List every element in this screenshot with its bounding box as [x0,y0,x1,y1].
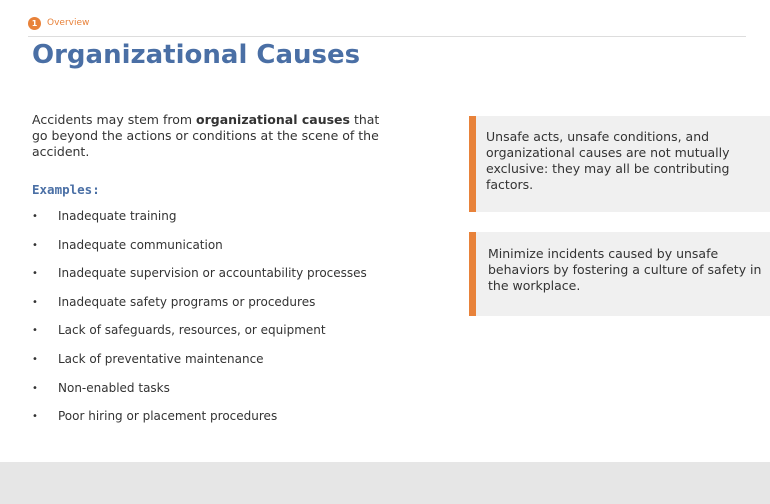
bullet-icon: • [32,325,38,337]
breadcrumb-label[interactable]: Overview [47,18,90,28]
intro-text-before: Accidents may stem from [32,112,197,127]
bullet-icon: • [32,268,38,280]
list-item [32,265,367,294]
intro-paragraph [32,112,382,160]
bullet-icon: • [32,296,38,308]
list-item [32,208,367,237]
list-item [32,294,367,323]
bullet-icon: • [32,411,38,423]
list-item [32,322,367,351]
bullet-icon: • [32,353,38,365]
breadcrumb [28,14,89,32]
examples-list [32,208,367,437]
list-item [32,351,367,380]
header-divider [28,36,746,37]
list-item [32,380,367,409]
bullet-icon: • [32,239,38,251]
list-item-text: Non-enabled tasks [58,380,170,395]
bullet-icon: • [32,211,38,222]
callout-box-contributing-factors [469,116,770,212]
step-number-badge: 1 [28,17,41,30]
list-item-text: Inadequate safety programs or procedures [58,294,316,309]
list-item [32,408,367,437]
callout-text: Unsafe acts, unsafe conditions, and organizational causes are not mutually exclusive: they may all be contributing factors. [486,129,730,192]
list-item-text: Lack of safeguards, resources, or equipment [58,323,326,338]
list-item [32,237,367,266]
bullet-icon: • [32,382,38,394]
intro-text-after: that go beyond the actions or conditions at the scene of the accident. [32,112,380,159]
intro-text-bold: organizational causes [196,112,350,127]
list-item-text: Lack of preventative maintenance [58,351,264,366]
page-title: Organizational Causes [32,40,361,70]
list-item-text: Inadequate training [58,209,177,223]
callout-box-culture-of-safety [469,232,770,316]
footer-band [0,462,770,504]
callout-text: Minimize incidents caused by unsafe behaviors by fostering a culture of safety in the workplace. [488,246,762,293]
list-item-text: Poor hiring or placement procedures [58,409,278,424]
list-item-text: Inadequate communication [58,237,223,252]
list-item-text: Inadequate supervision or accountability processes [58,266,367,281]
examples-heading: Examples: [32,182,100,197]
